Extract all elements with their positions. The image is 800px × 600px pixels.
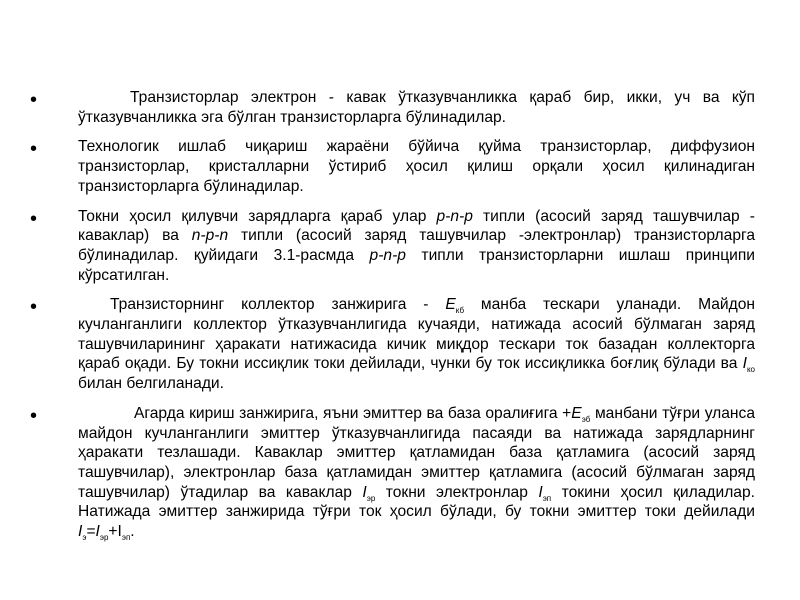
bullet-text-part: Транзисторнинг коллектор занжирига -: [110, 296, 446, 314]
bullet-list: [30, 88, 755, 552]
bullet-dot: •: [30, 138, 38, 161]
symbol-iko: I: [742, 355, 747, 373]
bullet-text: Транзисторлар электрон - кавак ўтказувчанликка қараб бир, икки, уч ва кўп ўтказувчанликка эга бўлган транзисторларга бўлинадилар.: [78, 89, 755, 126]
bullet-text-part: манбани тўғри уланса майдон кучланганлиги эмиттер ўтказувчанлигида пасаяди ва натижада зарядларнинг ҳаракати тезлашади. Каваклар эмиттер қатламидан база қатламига (асосий заряд ташувчилар), электронлар база қатламидан эмиттер қатламига (асосий бўлмаган заряд ташувчилар) ўтадилар ва каваклар: [78, 404, 755, 501]
bullet-dot: •: [30, 404, 38, 427]
symbol-plus-i: +I: [108, 523, 122, 541]
symbol-iep-subscript: эр: [99, 533, 109, 543]
symbol-ie: I: [78, 523, 83, 541]
symbol-iko-subscript: ко: [746, 365, 755, 375]
symbol-iep: I: [95, 523, 100, 541]
bullet-text-part: токни электронлар: [375, 483, 539, 501]
symbol-ien-subscript: эп: [121, 533, 131, 543]
symbol-iep: I: [362, 483, 367, 501]
bullet-text-part: токини ҳосил қиладилар. Натижада эмиттер занжирида тўғри ток ҳосил бўлади, бу токни эмиттер токи дейилади: [78, 483, 755, 521]
bullet-dot: •: [30, 296, 38, 319]
bullet-text-part: типли транзисторларни ишлаш принципи кўрсатилган.: [78, 246, 755, 284]
bullet-dot: •: [30, 207, 38, 230]
bullet-item-1: [30, 88, 755, 127]
bullet-text: Технологик ишлаб чиқариш жараёни бўйича қуйма транзисторлар, диффузион транзисторлар, кристалларни ўстириб ҳосил қилиш орқали ҳосил қилинадиган транзисторларга бўлинадилар.: [78, 138, 755, 195]
bullet-text-part: Агарда кириш занжирига, яъни эмиттер ва база оралиғига +: [134, 404, 572, 422]
symbol-eeb: Е: [571, 404, 582, 422]
equals-sign: =: [86, 523, 96, 541]
bullet-text-part: Токни ҳосил қилувчи зарядларга қараб улар: [78, 207, 437, 225]
bullet-text-end: .: [130, 523, 135, 541]
bullet-text-part: манба тескари уланади. Майдон кучланганлиги коллектор ўтказувчанлигида кучаяди, натижада асосий бўлмаган заряд ташувчиларининг ҳаракати натижасида кичик миқдор тескари ток базадан коллекторга қараб оқади. Бу токни иссиқлик токи дейилади, чунки бу ток иссиқликка боғлиқ бўлади ва: [78, 296, 755, 373]
bullet-item-4: [30, 295, 755, 394]
symbol-iep-subscript: эр: [366, 493, 376, 503]
symbol-ie-subscript: э: [82, 533, 87, 543]
symbol-eeb-subscript: эб: [581, 414, 591, 424]
bullet-text-part: типли (асосий заряд ташувчилар -электронлар) транзисторларга бўлинадилар. қуйидаги 3.1-расмда: [78, 227, 756, 264]
symbol-ekb: Е: [445, 296, 456, 314]
symbol-ien: I: [538, 483, 543, 501]
transistor-type-pnp: p-n-p: [369, 246, 406, 264]
transistor-type-npn: n-p-n: [191, 227, 229, 245]
bullet-item-3: [30, 207, 755, 286]
bullet-dot: •: [30, 89, 38, 111]
transistor-type-pnp: p-n-p: [436, 207, 473, 225]
bullet-item-2: [30, 137, 755, 196]
symbol-ien-subscript: эп: [542, 493, 552, 503]
bullet-item-5: [30, 404, 755, 542]
symbol-ekb-subscript: кб: [455, 306, 465, 316]
bullet-text-part: типли (асосий заряд ташувчилар - каваклар) ва: [78, 207, 755, 245]
bullet-text-part: билан белгиланади.: [78, 375, 224, 393]
